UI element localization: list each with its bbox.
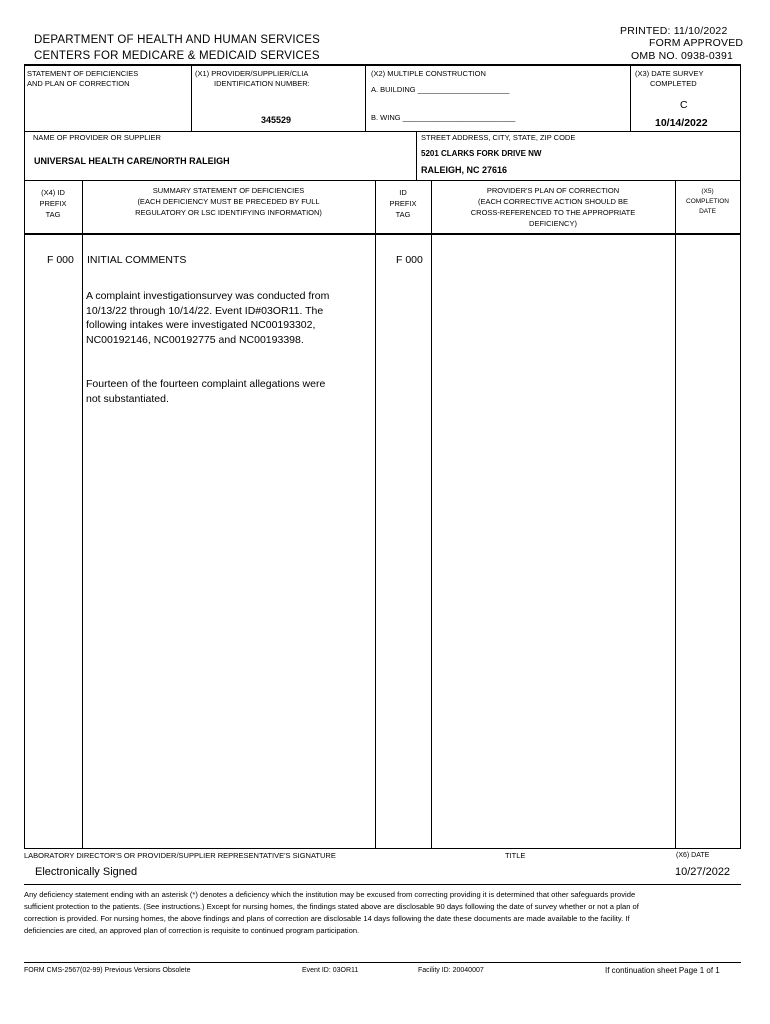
prefix-tag-right: F 000 [396,254,423,266]
address-line-2: RALEIGH, NC 27616 [421,165,508,175]
prefix-tag-left: F 000 [47,254,74,266]
x3-label-1: (X3) DATE SURVEY [635,69,704,78]
wing-label: B. WING ___________________________ [371,113,516,122]
address-line-1: 5201 CLARKS FORK DRIVE NW [421,149,542,158]
page-indicator: If continuation sheet Page 1 of 1 [605,966,720,975]
omb-number: OMB NO. 0938-0391 [631,50,734,62]
survey-date: 10/14/2022 [655,117,708,129]
disclaimer-text: Any deficiency statement ending with an asterisk (*) denotes a deficiency which the institution may be excused from correcting providing it is determined that other safeguards provide sufficient protection to the patients. (See instructions.) Except for nursing homes, the findings stated above are disclosable 90 days following the date of survey whether or not a plan of correction is provided. For nursing homes, the above findings and plans of correction are disclosable 14 days following the date these documents are made available to the facility. If deficiencies are cited, an approved plan of correction is requisite to continued program participation. [24,890,639,935]
top-border [24,64,741,66]
date-label: (X6) DATE [676,852,710,859]
x2-label: (X2) MULTIPLE CONSTRUCTION [371,69,486,78]
plan-header-line-4: DEFICIENCY) [529,219,577,228]
id-header [375,187,431,220]
event-id: Event ID: 03OR11 [302,967,359,974]
x4-header-line-3: TAG [45,210,61,219]
id-header-line-2: PREFIX [389,199,417,208]
provider-name-label: NAME OF PROVIDER OR SUPPLIER [33,133,161,142]
signature-label: LABORATORY DIRECTOR'S OR PROVIDER/SUPPLIER REPRESENTATIVE'S SIGNATURE [24,851,336,860]
col-divider-3 [431,180,432,848]
signature-bottom [24,884,741,885]
x5-header-line-2: COMPLETION [686,198,729,205]
col-divider-4 [675,180,676,848]
x4-header-line-2: PREFIX [39,199,67,208]
summary-header [82,185,375,218]
plan-header-line-2: (EACH CORRECTIVE ACTION SHOULD BE [477,197,629,206]
statement-label-1: STATEMENT OF DEFICIENCIES [27,69,139,78]
x1-label-2: IDENTIFICATION NUMBER: [214,79,310,88]
department-title: DEPARTMENT OF HEALTH AND HUMAN SERVICES [34,34,320,46]
x4-header-line-1: (X4) ID [41,188,65,197]
summary-header-line-3: REGULATORY OR LSC IDENTIFYING INFORMATION) [135,208,322,217]
provider-name: UNIVERSAL HEALTH CARE/NORTH RALEIGH [34,156,230,166]
provider-id-number: 345529 [261,115,292,125]
x3-label-2: COMPLETED [650,79,697,88]
plan-header [431,185,675,229]
address-label: STREET ADDRESS, CITY, STATE, ZIP CODE [421,133,576,142]
entry-paragraph-1: A complaint investigationsurvey was conducted from 10/13/22 through 10/14/22. Event ID#03OR11. The following intakes were investigated NC00193302, NC00192146, NC00192775 and NC00193398. [86,290,330,346]
body-bottom [24,848,741,849]
printed-date: PRINTED: 11/10/2022 [620,25,728,37]
row2-divider [416,131,417,180]
signature-value: Electronically Signed [35,866,138,878]
row1-bottom [24,131,741,132]
statement-label-2: AND PLAN OF CORRECTION [27,79,130,88]
form-approved: FORM APPROVED [649,37,744,49]
left-border [24,64,25,848]
signature-date: 10/27/2022 [675,866,731,878]
row1-divider-1 [191,64,192,131]
row2-bottom [24,180,741,181]
id-header-line-1: ID [399,188,407,197]
x5-header [675,187,740,217]
building-label: A. BUILDING ______________________ [371,85,510,94]
summary-header-line-1: SUMMARY STATEMENT OF DEFICIENCIES [152,186,305,195]
form-number: FORM CMS-2567(02-99) Previous Versions Obsolete [24,967,191,974]
title-label: TITLE [505,851,526,860]
x5-header-line-1: (X5) [701,188,714,195]
disclaimer-bottom [24,962,741,963]
right-border [740,64,741,848]
id-header-line-3: TAG [395,210,411,219]
facility-id: Facility ID: 20040007 [418,967,484,974]
plan-header-line-1: PROVIDER'S PLAN OF CORRECTION [486,186,620,195]
summary-header-line-2: (EACH DEFICIENCY MUST BE PRECEDED BY FULL [137,197,320,206]
row1-divider-2 [365,64,366,131]
survey-letter: C [680,99,688,111]
entry-paragraph-2: Fourteen of the fourteen complaint allegations were not substantiated. [86,378,326,405]
x1-label-1: (X1) PROVIDER/SUPPLIER/CLIA [195,69,309,78]
columns-bottom [24,233,741,235]
row1-divider-3 [630,64,631,131]
centers-title: CENTERS FOR MEDICARE & MEDICAID SERVICES [34,50,320,62]
plan-header-line-3: CROSS-REFERENCED TO THE APPROPRIATE [470,208,636,217]
col-divider-2 [375,180,376,848]
x4-header [24,187,82,220]
col-divider-1 [82,180,83,848]
x5-header-line-3: DATE [699,208,716,215]
entry-title: INITIAL COMMENTS [87,254,187,266]
